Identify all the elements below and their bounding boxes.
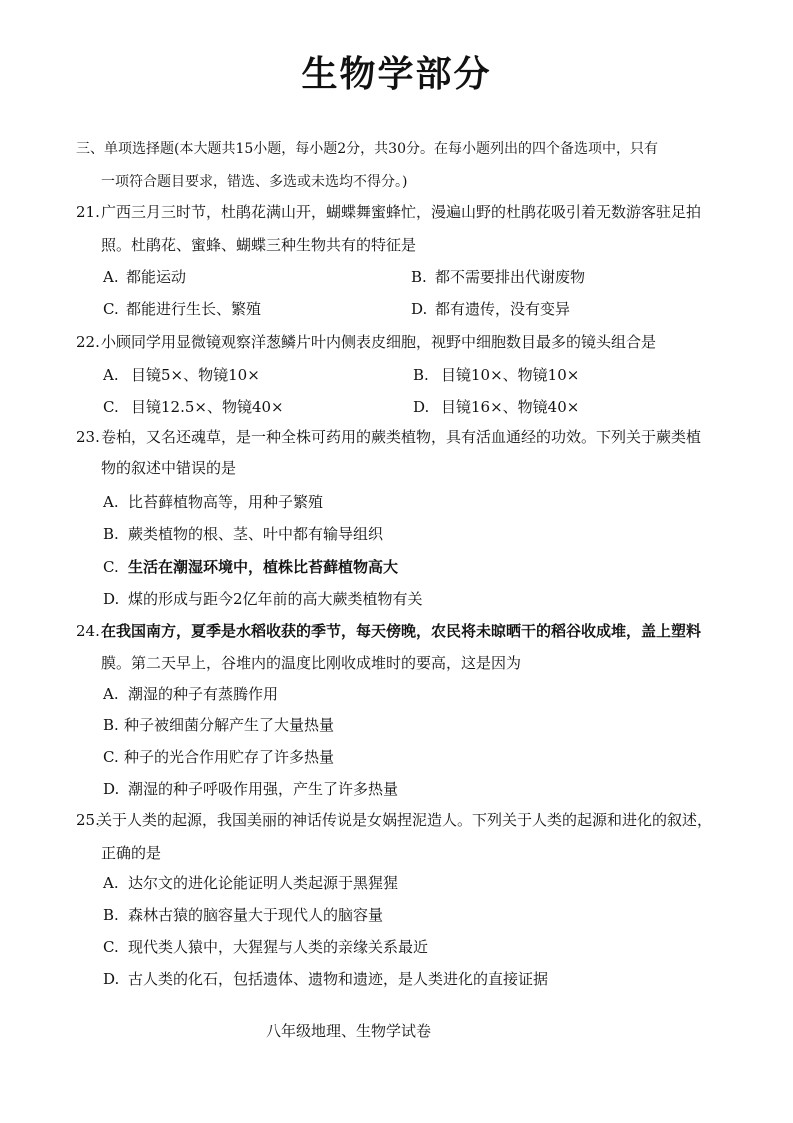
question-stem: 照。杜鹃花、蜜蜂、蝴蝶三种生物共有的特征是 [101, 236, 417, 254]
option-text: 都有遗传，没有变异 [435, 300, 571, 318]
option-label: A. [103, 685, 119, 703]
option-label: D. [413, 398, 430, 416]
option-text: 煤的形成与距今2亿年前的高大蕨类植物有关 [128, 590, 423, 608]
option-label: B. [411, 268, 427, 286]
question-number: 23. [76, 428, 100, 446]
option-label: C. [103, 748, 119, 766]
question-stem: 卷柏，又名还魂草，是一种全株可药用的蕨类植物，具有活血通经的功效。下列关于蕨类植 [101, 428, 702, 446]
option-label: A. [103, 874, 119, 892]
option-label: C. [103, 300, 119, 318]
question-number: 22. [76, 333, 100, 351]
option-label: A. [103, 493, 119, 511]
option-label: D. [411, 300, 428, 318]
question-number: 21. [76, 203, 100, 221]
page-title: 生物学部分 [301, 54, 492, 95]
question-stem: 物的叙述中错误的是 [101, 459, 237, 477]
section-instructions: 一项符合题目要求，错选、多选或未选均不得分。) [101, 174, 408, 190]
option-label: D. [103, 590, 120, 608]
option-label: C. [103, 398, 119, 416]
question-stem: 膜。第二天早上，谷堆内的温度比刚收成堆时的要高，这是因为 [101, 654, 522, 672]
option-text: 种子的光合作用贮存了许多热量 [124, 748, 335, 766]
option-text: 比苔藓植物高等，用种子繁殖 [128, 493, 324, 511]
option-text: 潮湿的种子有蒸腾作用 [128, 685, 279, 703]
option-text: 达尔文的进化论能证明人类起源于黑猩猩 [128, 874, 399, 892]
question-number: 24. [76, 622, 100, 640]
option-label: B. [103, 525, 119, 543]
option-label: B. [413, 366, 429, 384]
question-stem: 关于人类的起源，我国美丽的神话传说是女娲捏泥造人。下列关于人类的起源和进化的叙述， [97, 811, 713, 829]
option-label: C. [103, 558, 119, 576]
section-heading: 三、单项选择题(本大题共15小题，每小题2分，共30分。在每小题列出的四个备选项中，只有 [76, 141, 658, 157]
option-label: D. [103, 970, 120, 988]
question-stem: 正确的是 [101, 844, 162, 862]
option-text: 种子被细菌分解产生了大量热量 [124, 716, 335, 734]
option-text: 蕨类植物的根、茎、叶中都有输导组织 [128, 525, 384, 543]
question-stem: 在我国南方，夏季是水稻收获的季节，每天傍晚，农民将未晾晒干的稻谷收成堆，盖上塑料 [101, 622, 702, 640]
option-text: 森林古猿的脑容量大于现代人的脑容量 [128, 906, 384, 924]
question-stem: 小顾同学用显微镜观察洋葱鳞片叶内侧表皮细胞，视野中细胞数目最多的镜头组合是 [101, 333, 657, 351]
option-text: 目镜5×、物镜10× [131, 366, 260, 384]
option-text: 目镜16×、物镜40× [441, 398, 580, 416]
option-text: 都能运动 [126, 268, 187, 286]
option-text: 都不需要排出代谢废物 [435, 268, 586, 286]
option-text: 生活在潮湿环境中，植株比苔藓植物高大 [128, 558, 399, 576]
page-footer: 八年级地理、生物学试卷 [266, 1022, 432, 1040]
option-text: 潮湿的种子呼吸作用强，产生了许多热量 [128, 780, 399, 798]
option-text: 现代类人猿中，大猩猩与人类的亲缘关系最近 [128, 938, 429, 956]
option-label: C. [103, 938, 119, 956]
question-stem: 广西三月三时节，杜鹃花满山开，蝴蝶舞蜜蜂忙，漫遍山野的杜鹃花吸引着无数游客驻足拍 [101, 203, 702, 221]
option-text: 目镜10×、物镜10× [441, 366, 580, 384]
option-text: 都能进行生长、繁殖 [126, 300, 262, 318]
option-text: 目镜12.5×、物镜40× [131, 398, 284, 416]
option-label: D. [103, 780, 120, 798]
option-text: 古人类的化石，包括遗体、遗物和遗迹，是人类进化的直接证据 [128, 970, 549, 988]
question-number: 25. [76, 811, 100, 829]
option-label: B. [103, 906, 119, 924]
option-label: B. [103, 716, 119, 734]
option-label: A. [103, 268, 119, 286]
option-label: A. [103, 366, 119, 384]
